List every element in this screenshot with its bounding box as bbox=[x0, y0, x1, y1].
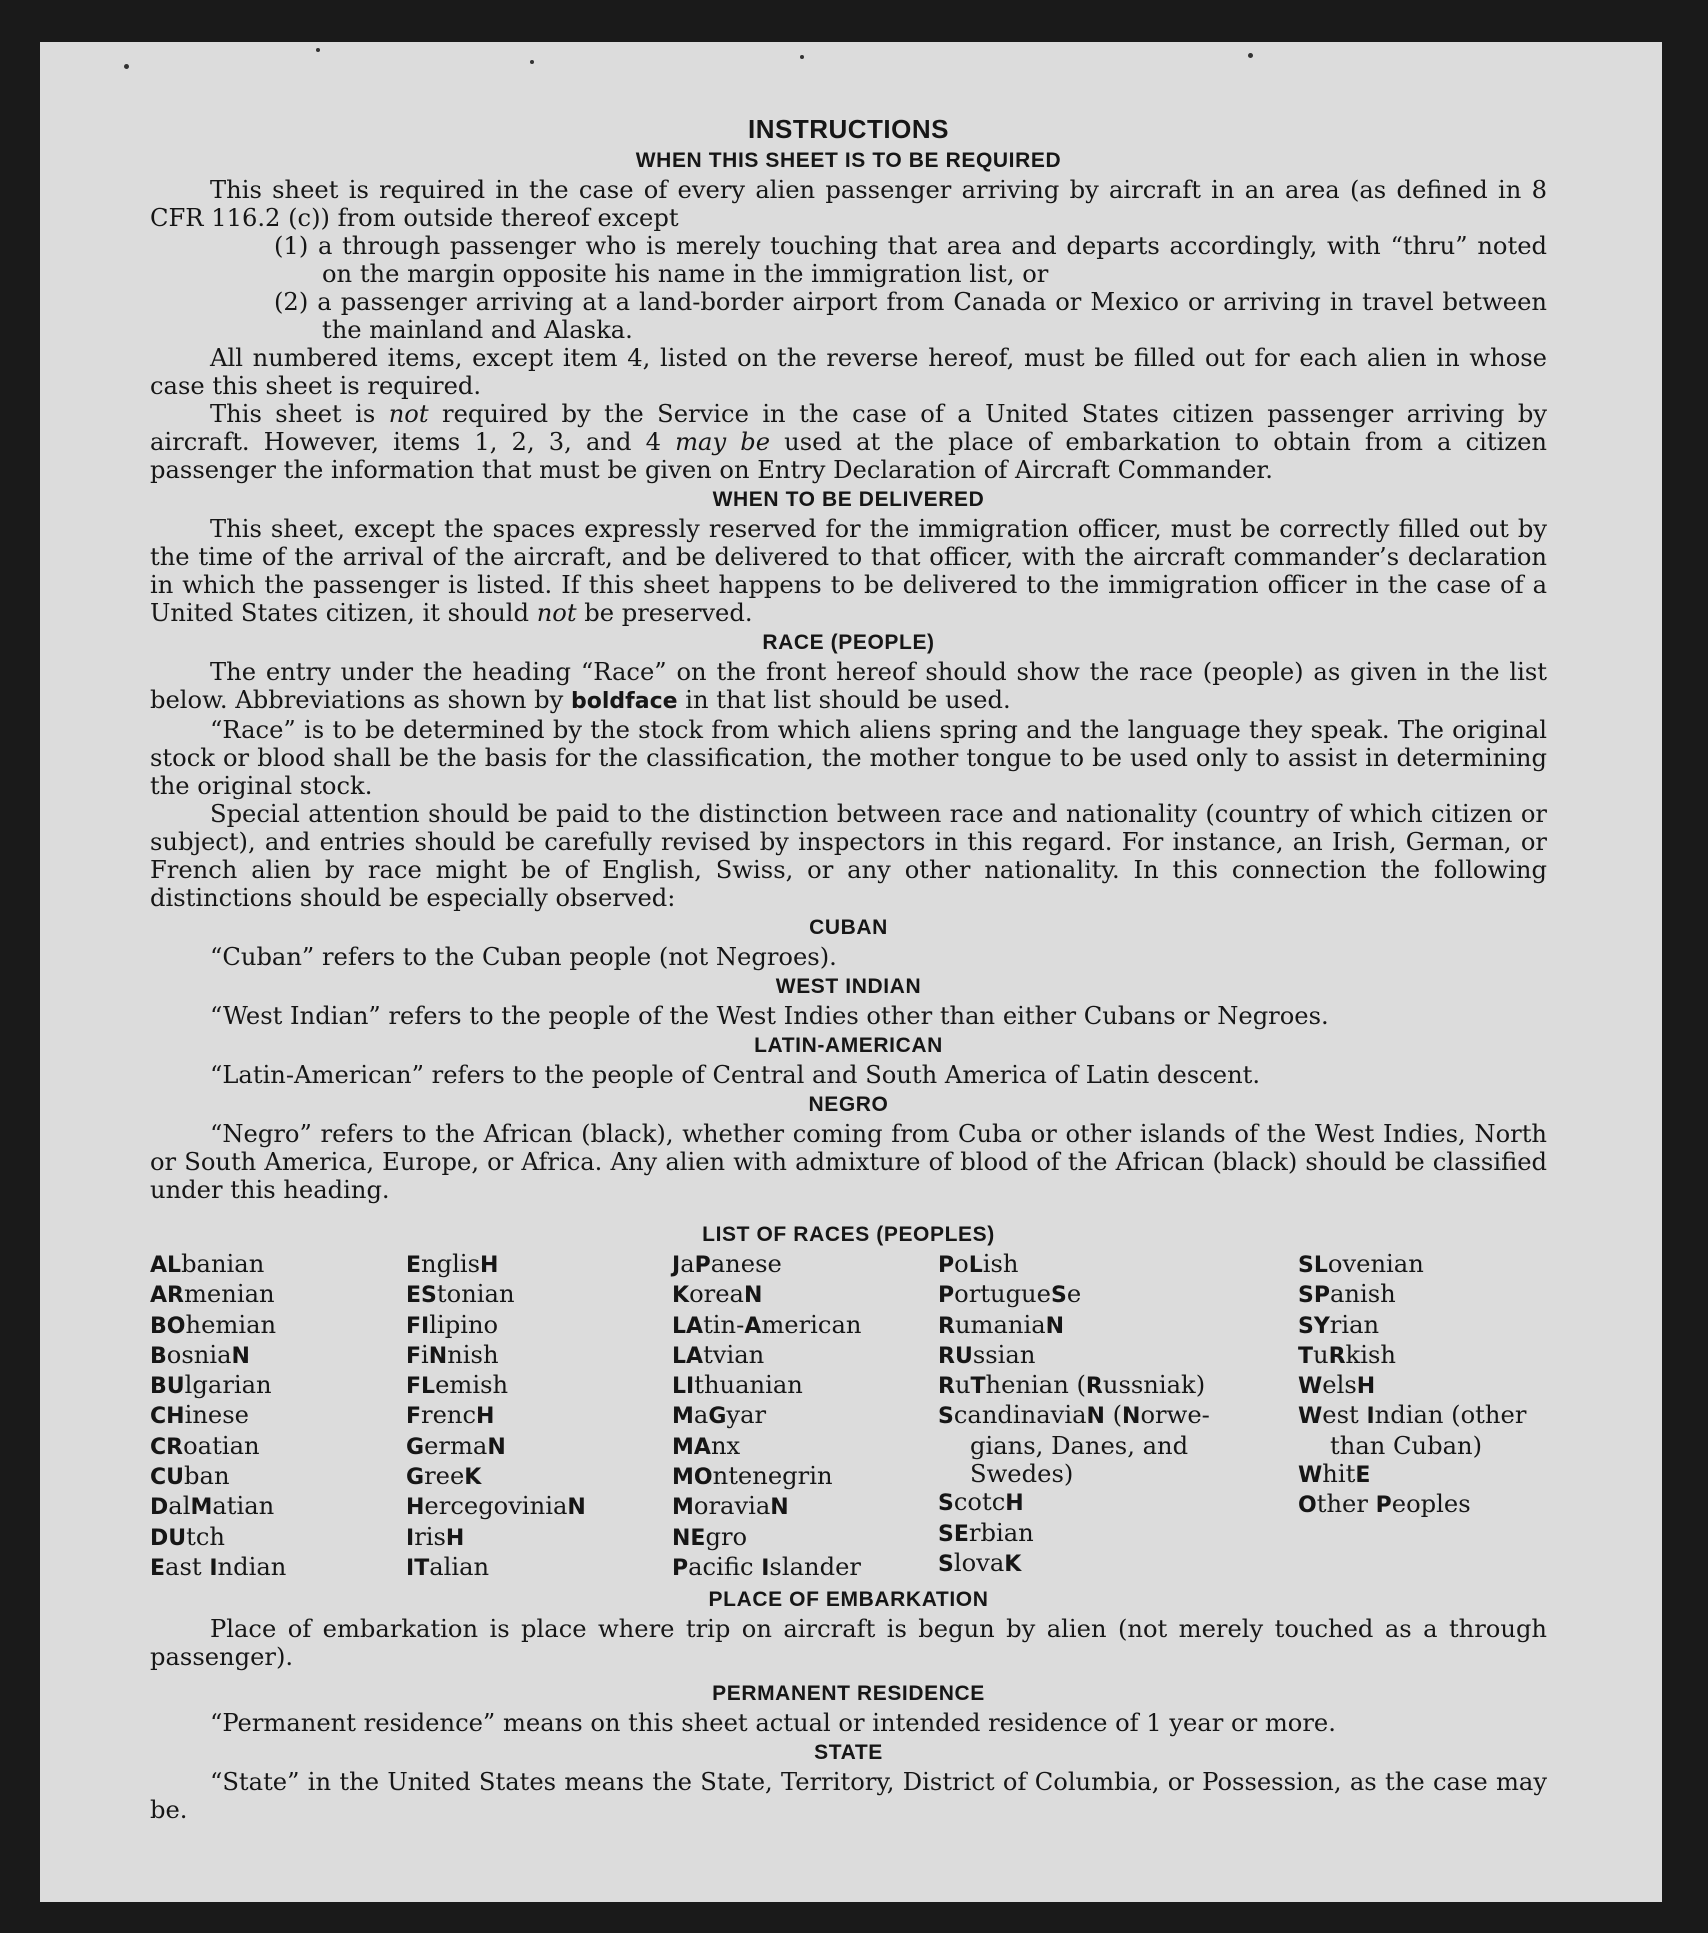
race-entry: SErbian bbox=[938, 1518, 1034, 1547]
paragraph-cuban: “Cuban” refers to the Cuban people (not Negroes). bbox=[210, 943, 837, 971]
paragraph-race-nationality: Special attention should be paid to the distinction between race and nationality (country of which citizen or subject), and entries should be carefully revised by inspectors in this regard. For instance, an Irish, German, or French alien by race might be of English, Swiss, or any other nationality. In this connection the following distinctions should be especially observed: bbox=[150, 800, 1547, 912]
paragraph-state: “State” in the United States means the State, Territory, District of Columbia, or Possession, as the case may be. bbox=[150, 1768, 1547, 1825]
heading-when-required: WHEN THIS SHEET IS TO BE REQUIRED bbox=[635, 149, 1062, 172]
race-column bbox=[406, 1250, 672, 1583]
exception-item-1: (1) a through passenger who is merely touching that area and departs accordingly, with “thru” noted on the margin opposite his name in the immigration list, or bbox=[274, 232, 1547, 288]
race-entry: RUssian bbox=[938, 1340, 1036, 1369]
race-column bbox=[672, 1250, 938, 1583]
paragraph-west-indian: “West Indian” refers to the people of the West Indies other than either Cubans or Negroes. bbox=[210, 1002, 1329, 1030]
race-list bbox=[150, 1250, 1547, 1583]
exception-item-2: (2) a passenger arriving at a land-border airport from Canada or Mexico or arriving in travel between the mainland and Alaska. bbox=[274, 288, 1547, 344]
race-entry: FLemish bbox=[406, 1371, 509, 1400]
race-entry: EStonian bbox=[406, 1280, 515, 1309]
race-entry: HercegoviniaN bbox=[406, 1492, 586, 1521]
race-entry: CRoatian bbox=[150, 1431, 260, 1460]
race-entry: KoreaN bbox=[672, 1280, 763, 1309]
race-entry: WhitE bbox=[1298, 1460, 1371, 1489]
scan-speck bbox=[316, 48, 320, 52]
paragraph-delivery: This sheet, except the spaces expressly reserved for the immigration officer, must be correctly filled out by the time of the arrival of the aircraft, and be delivered to that officer, with the aircraft commander’s declaration in which the passenger is listed. If this sheet happens to be delivered to the immigration officer in the case of a United States citizen, it should not be preserved. bbox=[150, 515, 1547, 627]
race-entry: IrisH bbox=[406, 1522, 465, 1551]
race-entry: CHinese bbox=[150, 1401, 249, 1430]
race-entry: SLovenian bbox=[1298, 1250, 1424, 1278]
race-entry: TuRkish bbox=[1298, 1340, 1396, 1369]
race-entry: GreeK bbox=[406, 1462, 482, 1491]
paragraph-embarkation: Place of embarkation is place where trip on aircraft is begun by alien (not merely touched as a through passenger). bbox=[150, 1615, 1547, 1672]
race-entry: PortugueSe bbox=[938, 1280, 1082, 1309]
heading-embarkation: PLACE OF EMBARKATION bbox=[708, 1588, 989, 1612]
paragraph-race-stock: “Race” is to be determined by the stock from which aliens spring and the language they speak. The original stock or blood shall be the basis for the classification, the mother tongue to be used only to assist in determining the original stock. bbox=[150, 716, 1547, 800]
heading-cuban: CUBAN bbox=[809, 916, 888, 939]
race-entry: ScotcH bbox=[938, 1488, 1024, 1517]
race-entry: FrencH bbox=[406, 1401, 495, 1430]
paragraph-race-entry: The entry under the heading “Race” on the front hereof should show the race (people) as given in the list below. Abbreviations as shown by boldface in that list should be used. bbox=[150, 658, 1547, 714]
paragraph-permanent-residence: “Permanent residence” means on this sheet actual or intended residence of 1 year or more. bbox=[210, 1709, 1336, 1738]
race-entry: SYrian bbox=[1298, 1310, 1380, 1339]
heading-latin-american: LATIN-AMERICAN bbox=[754, 1034, 943, 1057]
heading-race: RACE (PEOPLE) bbox=[762, 631, 935, 654]
race-entry: MAnx bbox=[672, 1431, 741, 1460]
race-entry: LAtvian bbox=[672, 1340, 765, 1369]
race-entry: DalMatian bbox=[150, 1492, 275, 1521]
paragraph-latin-american: “Latin-American” refers to the people of Central and South America of Latin descent. bbox=[210, 1061, 1261, 1089]
race-entry: BosniaN bbox=[150, 1340, 250, 1369]
race-entry: RumaniaN bbox=[938, 1310, 1065, 1339]
race-entry: Pacifc Islander bbox=[672, 1552, 861, 1581]
paragraph-numbered-items: All numbered items, except item 4, listed on the reverse hereof, must be filled out for each alien in whose case this sheet is required. bbox=[150, 344, 1547, 400]
scan-speck bbox=[124, 64, 129, 69]
race-entry: JaPanese bbox=[672, 1250, 782, 1278]
race-entry: BUlgarian bbox=[150, 1371, 272, 1400]
paragraph-required-intro: This sheet is required in the case of every alien passenger arriving by aircraft in an area (as defined in 8 CFR 116.2 (c)) from outside thereof except bbox=[150, 176, 1547, 232]
race-entry: MoraviaN bbox=[672, 1492, 789, 1521]
page-title: INSTRUCTIONS bbox=[748, 114, 949, 144]
race-entry: MaGyar bbox=[672, 1401, 767, 1430]
instruction-sheet bbox=[40, 42, 1662, 1902]
heading-permanent-residence: PERMANENT RESIDENCE bbox=[712, 1682, 985, 1706]
race-entry: SlovaK bbox=[938, 1548, 1022, 1577]
race-column bbox=[1298, 1250, 1547, 1583]
race-entry: GermaN bbox=[406, 1431, 506, 1460]
heading-state: STATE bbox=[814, 1741, 883, 1765]
paragraph-negro: “Negro” refers to the African (black), whether coming from Cuba or other islands of the West Indies, North or South America, Europe, or Africa. Any alien with admixture of blood of the African (black) should be classified under this heading. bbox=[150, 1120, 1547, 1204]
paragraph-citizen-not-required: This sheet is not required by the Service in the case of a United States citizen passenger arriving by aircraft. However, items 1, 2, 3, and 4 may be used at the place of embarkation to obtain from a citizen passenger the information that must be given on Entry Declaration of Aircraft Commander. bbox=[150, 400, 1547, 484]
scan-speck bbox=[1248, 53, 1253, 58]
race-entry: LIthuanian bbox=[672, 1371, 803, 1400]
race-entry: CUban bbox=[150, 1462, 230, 1491]
race-entry: ALbanian bbox=[150, 1250, 265, 1278]
race-entry: FIlipino bbox=[406, 1310, 499, 1339]
race-entry: SPanish bbox=[1298, 1280, 1396, 1309]
heading-when-delivered: WHEN TO BE DELIVERED bbox=[712, 488, 985, 511]
race-entry: gians, Danes, and bbox=[970, 1431, 1189, 1460]
race-entry: DUtch bbox=[150, 1522, 225, 1551]
race-entry: than Cuban) bbox=[1330, 1431, 1483, 1460]
race-entry: LAtin-American bbox=[672, 1310, 862, 1339]
race-entry: East Indian bbox=[150, 1552, 287, 1581]
race-entry: RuThenian (Russniak) bbox=[938, 1371, 1206, 1400]
race-entry: ITalian bbox=[406, 1552, 490, 1581]
race-entry: Swedes) bbox=[970, 1460, 1074, 1489]
heading-negro: NEGRO bbox=[808, 1093, 889, 1116]
heading-west-indian: WEST INDIAN bbox=[775, 975, 922, 998]
race-entry: BOhemian bbox=[150, 1310, 277, 1339]
race-entry: West Indian (other bbox=[1298, 1401, 1527, 1430]
race-entry: ARmenian bbox=[150, 1280, 275, 1309]
race-entry: MOntenegrin bbox=[672, 1462, 833, 1491]
race-entry: FiNnish bbox=[406, 1340, 499, 1369]
scan-speck bbox=[530, 60, 534, 64]
race-entry: WelsH bbox=[1298, 1371, 1376, 1400]
race-entry: ScandinaviaN (Norwe- bbox=[938, 1401, 1210, 1430]
heading-list-of-races: LIST OF RACES (PEOPLES) bbox=[702, 1223, 995, 1246]
scan-speck bbox=[800, 55, 804, 59]
race-entry: PoLish bbox=[938, 1250, 1019, 1278]
race-column bbox=[150, 1250, 406, 1583]
race-entry: Other Peoples bbox=[1298, 1490, 1471, 1519]
race-entry: EnglisH bbox=[406, 1250, 499, 1278]
race-entry: NEgro bbox=[672, 1522, 748, 1551]
race-column bbox=[938, 1250, 1298, 1583]
